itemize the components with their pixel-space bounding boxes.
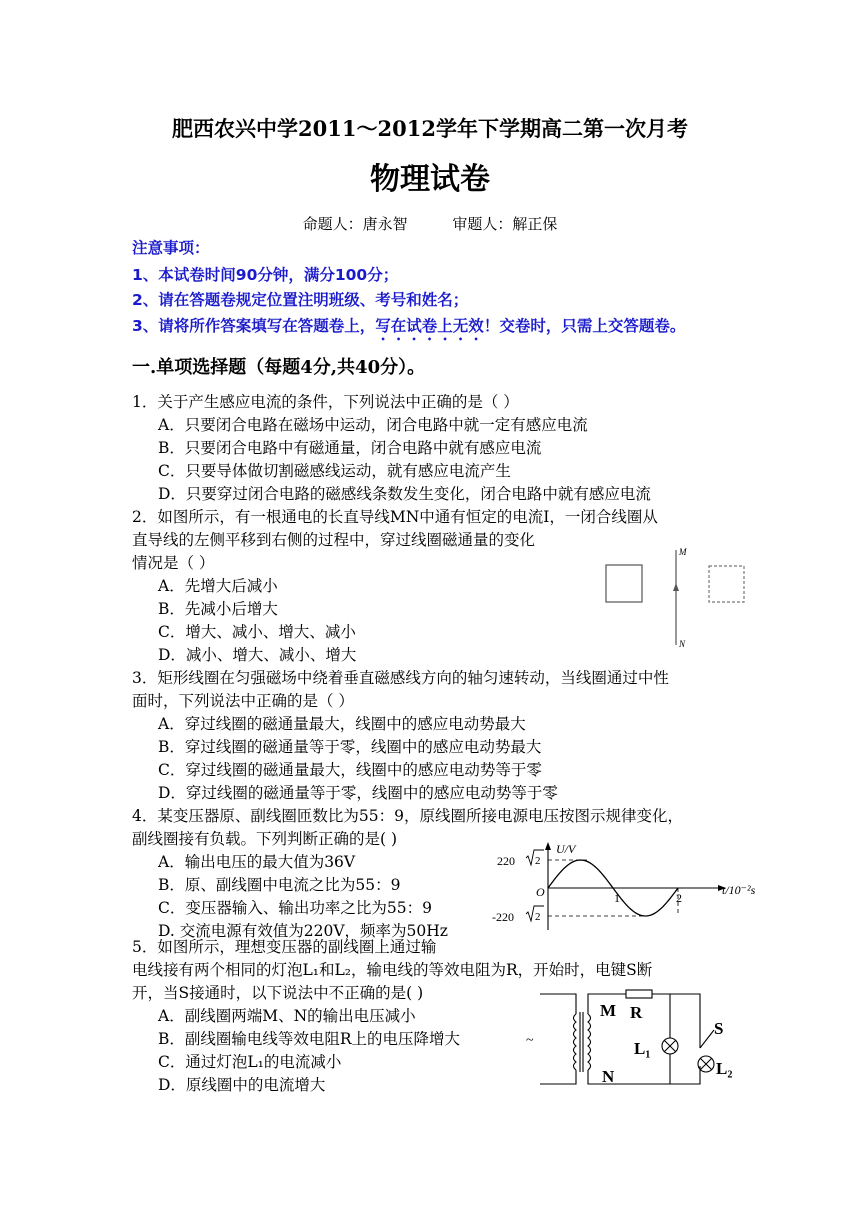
q4-option-a: A．输出电压的最大值为36V	[158, 853, 356, 871]
q2-stem-1: 2．如图所示，有一根通电的长直导线MN中通有恒定的电流I，一闭合线圈从	[132, 508, 658, 526]
authors-line	[0, 213, 860, 234]
q3-stem-1: 3．矩形线圈在匀强磁场中绕着垂直磁感线方向的轴匀速转动，当线圈通过中性	[132, 669, 669, 687]
q2-option-c: C．增大、减小、增大、减小	[158, 623, 356, 641]
y-min-label: -220	[492, 910, 514, 924]
q2-option-d: D．减小、增大、减小、增大	[158, 646, 357, 664]
ac-source-icon: ~	[526, 1033, 534, 1048]
label-n: N	[602, 1067, 615, 1086]
q3-option-c: C．穿过线圈的磁通量最大，线圈中的感应电动势等于零	[158, 761, 542, 779]
q4-stem-1: 4．某变压器原、副线圈匝数比为55：9，原线圈所接电源电压按图示规律变化，	[132, 807, 683, 825]
notice-item-2: 2、请在答题卷规定位置注明班级、考号和姓名；	[132, 291, 469, 309]
sqrt-label-max: 2	[535, 855, 541, 867]
q2-option-a: A．先增大后减小	[158, 577, 278, 595]
notice-item-3-emphasis: 写在试卷上无效！	[375, 317, 500, 335]
q1-option-d: D．只要穿过闭合电路的磁感线条数发生变化，闭合电路中就有感应电流	[158, 485, 651, 503]
notice-item-3-prefix: 3、请将所作答案填写在答题卷上，	[132, 317, 376, 335]
q3-option-a: A．穿过线圈的磁通量最大，线圈中的感应电动势最大	[158, 715, 526, 733]
section-title: 一.单项选择题（每题4分,共40分）。	[132, 357, 426, 378]
q5-option-b: B．副线圈输电线等效电阻R上的电压降增大	[158, 1030, 461, 1048]
label-n: N	[679, 639, 686, 649]
switch-s	[700, 1030, 714, 1048]
tick-1: 1	[614, 891, 620, 905]
label-m: M	[600, 1001, 617, 1020]
sqrt-label-min: 2	[535, 911, 541, 923]
origin-label: O	[536, 885, 545, 899]
loop-right	[709, 566, 744, 602]
q1-option-c: C．只要导体做切割磁感线运动，就有感应电流产生	[158, 462, 511, 480]
loop-left	[606, 565, 642, 602]
q5-stem-2: 电线接有两个相同的灯泡L₁和L₂，输电线的等效电阻为R，开始时，电键S断	[132, 961, 653, 979]
q5-option-d: D．原线圈中的电流增大	[158, 1076, 326, 1094]
notice-heading: 注意事项：	[132, 239, 210, 257]
q3-stem-2: 面时，下列说法中正确的是（ ）	[132, 692, 354, 710]
author-label: 命题人：唐永智	[302, 215, 408, 233]
y-axis-arrow-icon	[545, 842, 551, 850]
q2-figure	[598, 545, 758, 650]
q3-option-b: B．穿过线圈的磁通量等于零，线圈中的感应电动势最大	[158, 738, 542, 756]
primary-wire-top	[540, 994, 576, 1014]
notice-item-1: 1、本试卷时间90分钟，满分100分；	[132, 266, 399, 284]
label-l2: L₂	[716, 1059, 733, 1078]
q3-option-d: D．穿过线圈的磁通量等于零，线圈中的感应电动势等于零	[158, 784, 558, 802]
label-m: M	[679, 547, 687, 557]
notice-item-3-suffix: 交卷时，只需上交答题卷。	[499, 317, 686, 335]
exam-title: 肥西农兴中学2011～2012学年下学期高二第一次月考	[172, 116, 688, 141]
q1-option-a: A．只要闭合电路在磁场中运动，闭合电路中就一定有感应电流	[158, 416, 588, 434]
tick-2: 2	[676, 891, 682, 905]
label-s: S	[714, 1019, 724, 1038]
q5-option-c: C．通过灯泡L₁的电流减小	[158, 1053, 342, 1071]
y-axis-label: U/V	[556, 842, 576, 856]
q4-voltage-graph	[490, 840, 780, 935]
x-axis-label: t/10⁻²s	[722, 883, 756, 897]
secondary-wire-top-right	[652, 994, 700, 1048]
q2-stem-2: 直导线的左侧平移到右侧的过程中，穿过线圈磁通量的变化	[132, 531, 536, 549]
q5-stem-1: 5．如图所示，理想变压器的副线圈上通过输	[132, 938, 437, 956]
q1-option-b: B．只要闭合电路中有磁通量，闭合电路中就有感应电流	[158, 439, 542, 457]
label-r: R	[630, 1003, 643, 1022]
q5-circuit	[520, 986, 750, 1092]
q4-option-d: D. 交流电源有效值为220V，频率为50Hz	[158, 922, 448, 940]
exam-subject: 物理试卷	[370, 162, 490, 197]
q4-stem-2: 副线圈接有负载。下列判断正确的是( )	[132, 830, 398, 848]
q4-option-b: B．原、副线圈中电流之比为55：9	[158, 876, 401, 894]
q5-option-a: A．副线圈两端M、N的输出电压减小	[158, 1007, 416, 1025]
q5-stem-3: 开，当S接通时，以下说法中不正确的是( )	[132, 984, 424, 1002]
q4-option-c: C．变压器输入、输出功率之比为55：9	[158, 899, 432, 917]
primary-coil	[574, 1014, 577, 1070]
label-l1: L₁	[634, 1039, 651, 1058]
q2-stem-3: 情况是（ ）	[132, 554, 215, 572]
notice-item-3	[132, 314, 685, 344]
q1-stem: 1．关于产生感应电流的条件，下列说法中正确的是（ ）	[132, 393, 519, 411]
reviewer-label: 审题人：解正保	[452, 215, 558, 233]
q2-option-b: B．先减小后增大	[158, 600, 278, 618]
secondary-coil	[588, 1014, 591, 1070]
primary-wire-bottom	[540, 1070, 576, 1084]
resistor-r	[626, 990, 652, 998]
current-arrow-icon	[673, 583, 679, 591]
y-max-label: 220	[497, 854, 515, 868]
